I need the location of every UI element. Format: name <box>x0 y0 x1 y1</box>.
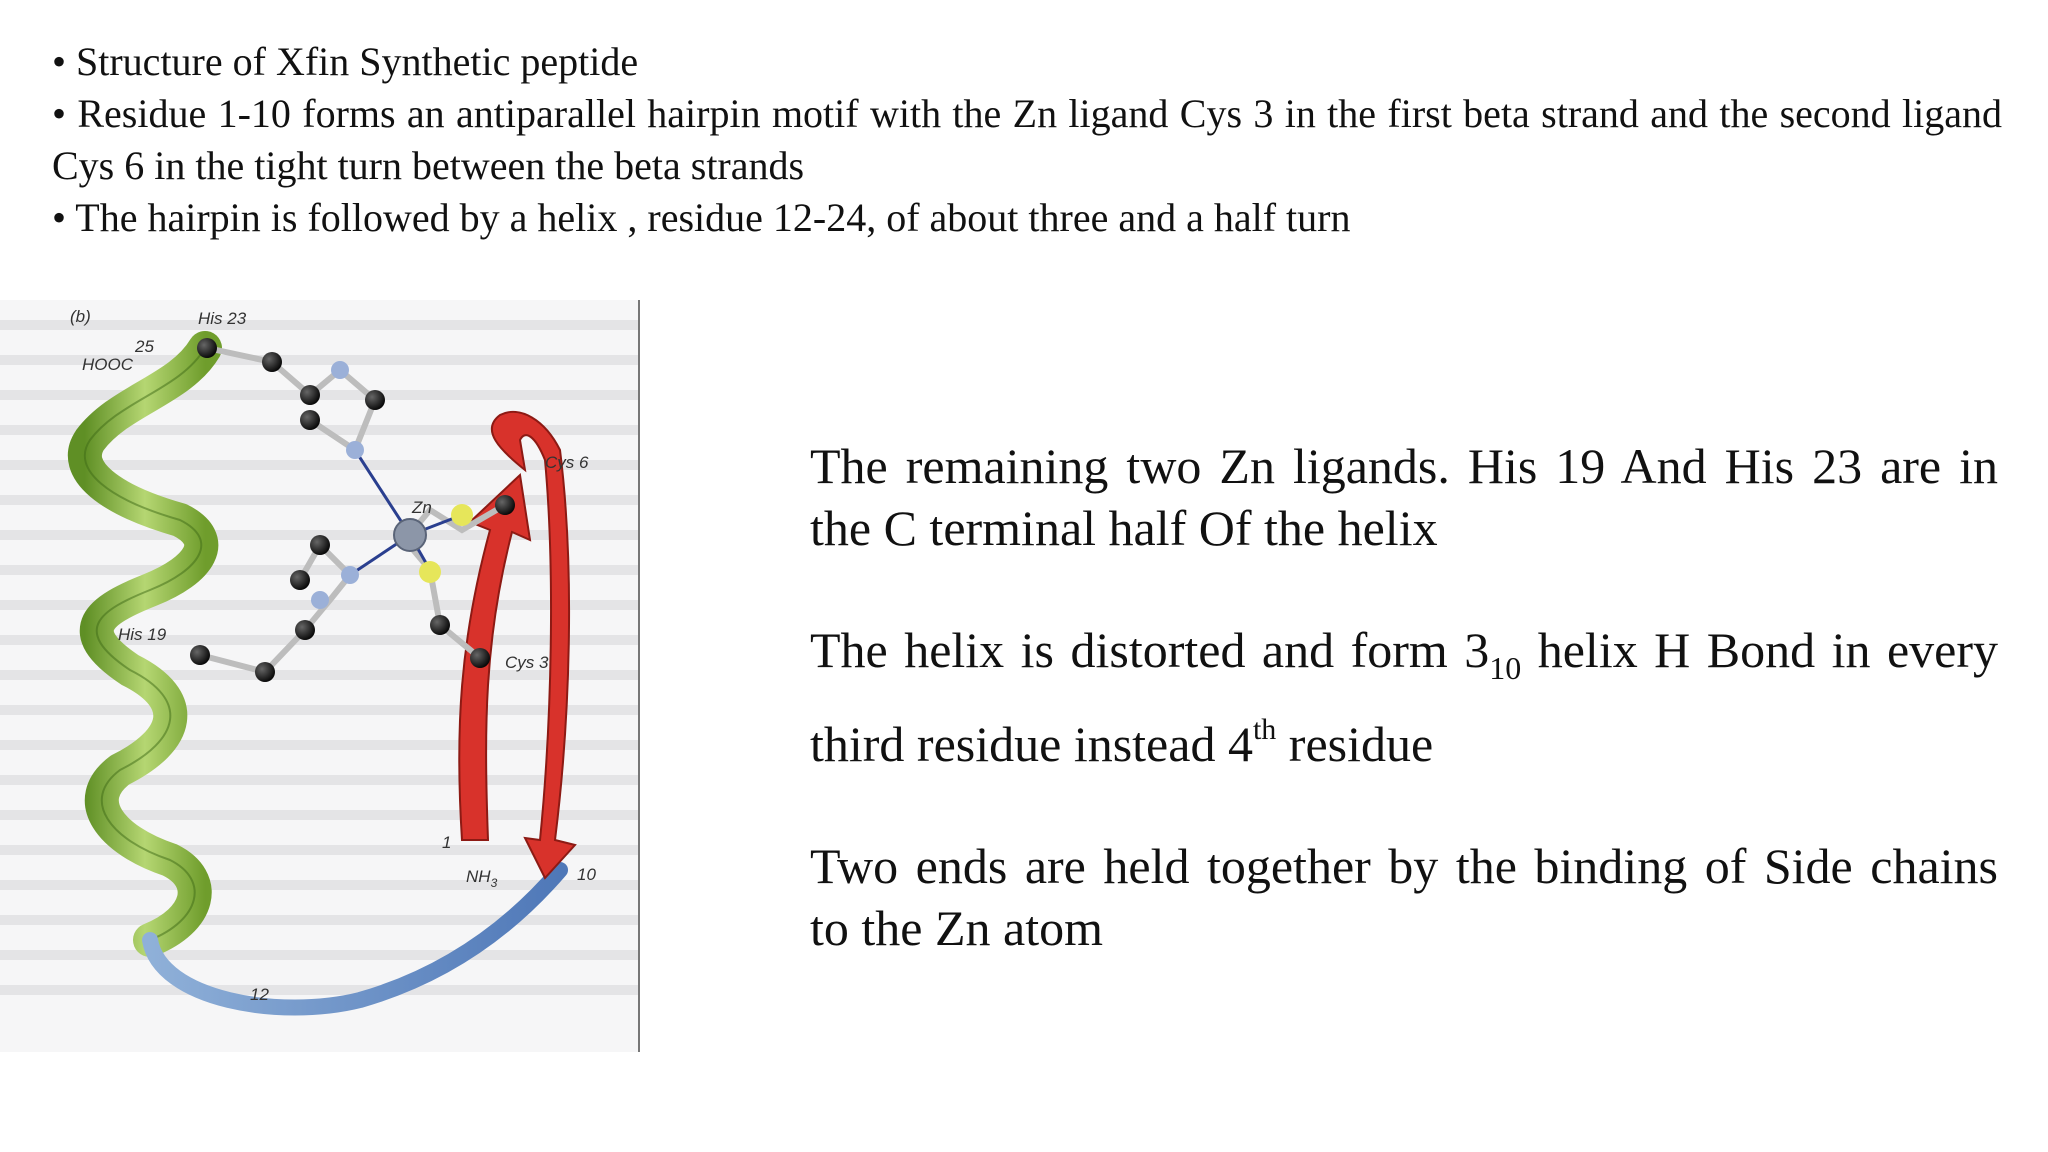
label-his23: His 23 <box>198 309 247 328</box>
bullet-item: • Structure of Xfin Synthetic peptide <box>52 39 639 84</box>
description-column <box>810 435 1998 1019</box>
paragraph-ends-held: Two ends are held together by the binding of Side chains to the Zn atom <box>810 838 1998 956</box>
panel-label: (b) <box>70 307 91 326</box>
label-hooc: HOOC <box>82 355 133 374</box>
p2-text-a: The helix is distorted and form 3 <box>810 622 1490 678</box>
atom-spheres <box>190 338 515 682</box>
p2-text-c: residue <box>1276 716 1434 772</box>
p2-subscript: 10 <box>1489 650 1522 686</box>
label-his19: His 19 <box>118 625 167 644</box>
label-residue-1: 1 <box>442 833 452 852</box>
label-residue-12: 12 <box>250 985 269 1004</box>
label-cys3: Cys 3 <box>505 653 549 672</box>
zinc-finger-ribbon-diagram <box>0 300 640 1052</box>
p2-superscript: th <box>1252 713 1277 746</box>
label-residue-25: 25 <box>135 337 154 356</box>
bullet-item: • Residue 1-10 forms an antiparallel hairpin motif with the Zn ligand Cys 3 in the first beta strand and the second ligand Cys 6 in the tight turn between the beta strands <box>52 91 2002 188</box>
label-cys6: Cys 6 <box>545 453 589 472</box>
paragraph-zn-ligands: The remaining two Zn ligands. His 19 And His 23 are in the C terminal half Of the helix <box>810 438 1998 556</box>
bullet-list <box>52 36 2002 244</box>
label-residue-10: 10 <box>577 865 596 884</box>
figure-border <box>638 300 640 1052</box>
p2-text-b: helix H Bond in every third residue instead 4 <box>810 622 1998 772</box>
nh3-subscript: 3 <box>490 876 498 890</box>
label-zn: Zn <box>412 498 432 517</box>
paragraph-helix-distortion <box>810 619 1998 775</box>
protein-structure-figure <box>0 300 640 1052</box>
bullet-item: • The hairpin is followed by a helix , residue 12-24, of about three and a half turn <box>52 195 1351 240</box>
label-nh3: $NH_3$ <box>466 867 498 890</box>
